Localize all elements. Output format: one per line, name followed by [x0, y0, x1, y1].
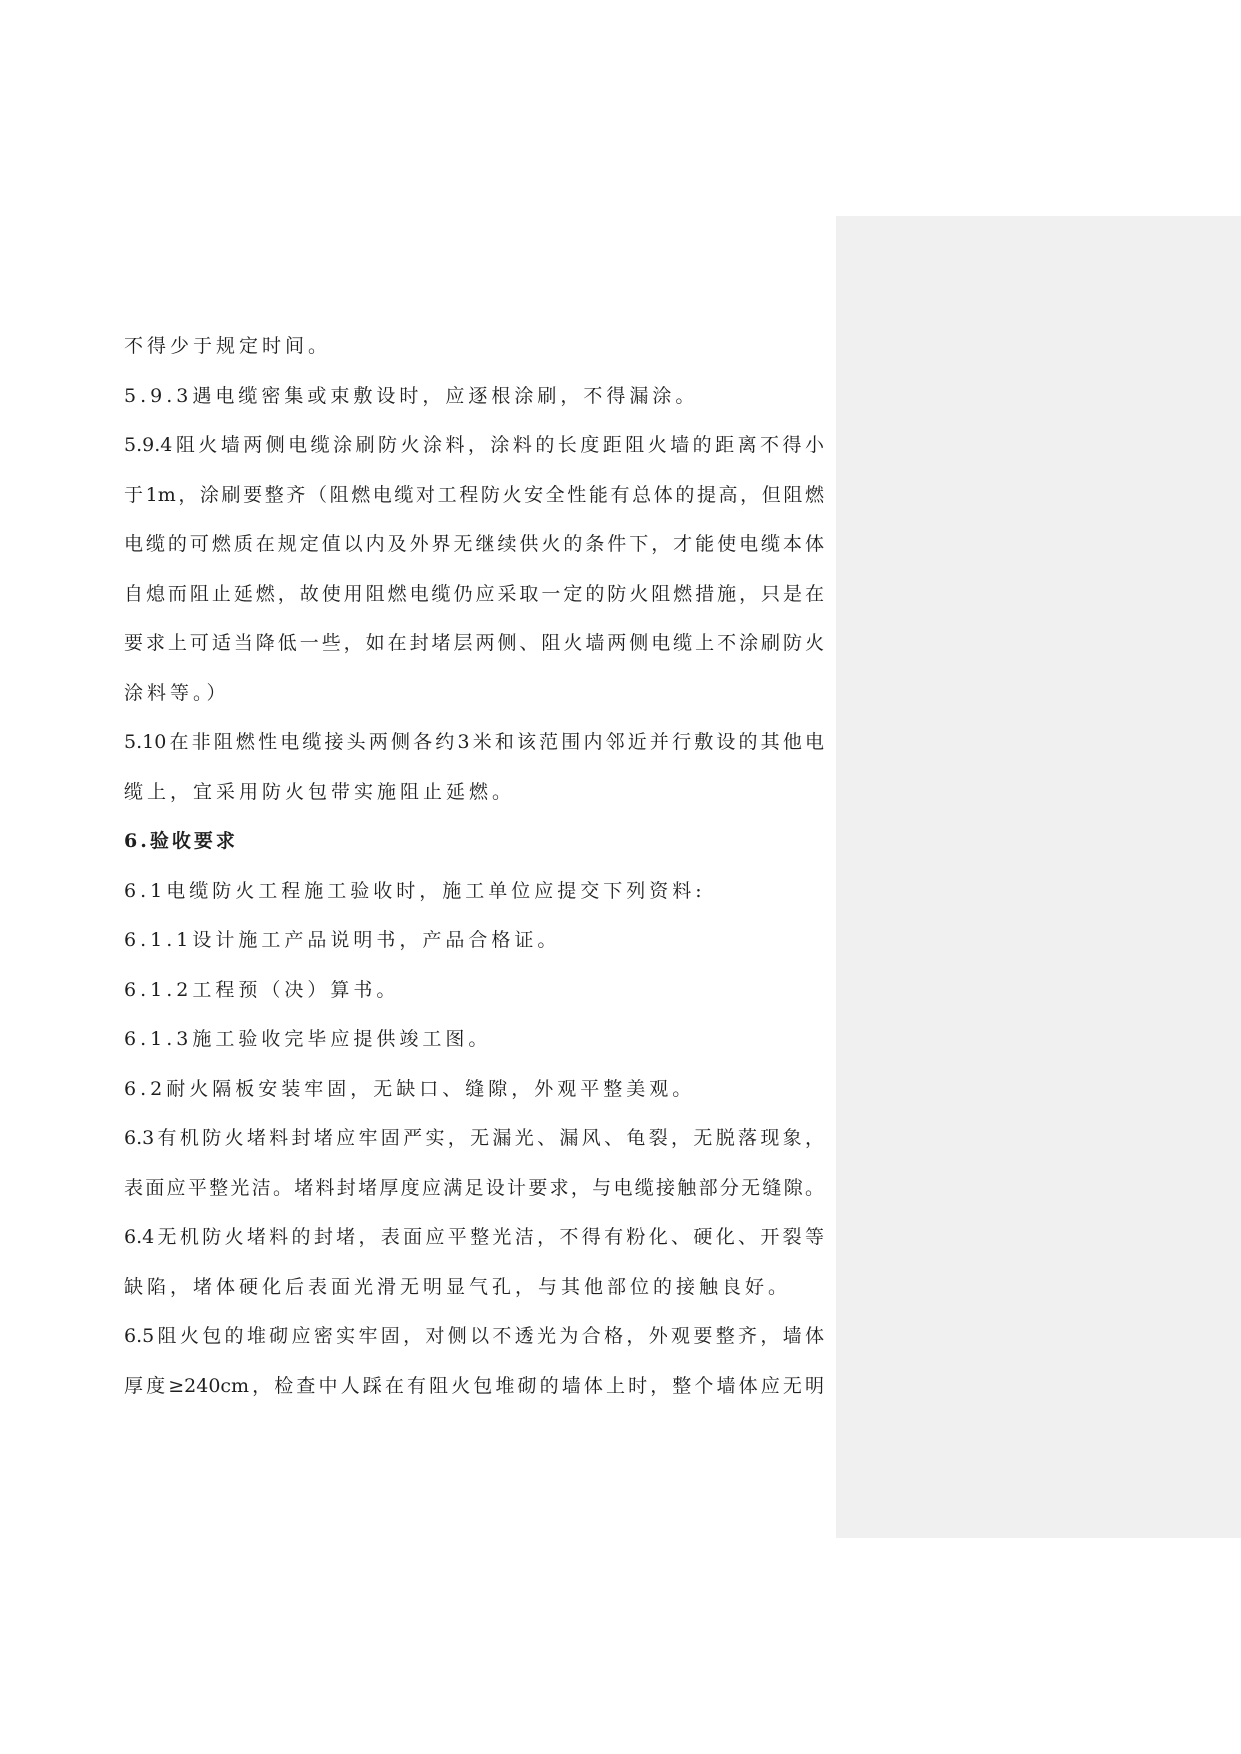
paragraph-line: 缺陷，堵体硬化后表面光滑无明显气孔，与其他部位的接触良好。 [124, 1275, 792, 1298]
paragraph-line: 6.1.2工程预（决）算书。 [124, 978, 400, 1001]
paragraph-line: 6.3有机防火堵料封堵应牢固严实，无漏光、漏风、龟裂，无脱落现象， [124, 1127, 824, 1149]
paragraph-line: 涂料等。） [124, 681, 230, 704]
paragraph-line: 6.1电缆防火工程施工验收时，施工单位应提交下列资料: [124, 879, 706, 902]
paragraph-line: 厚度≥240cm，检查中人踩在有阻火包堆砌的墙体上时，整个墙体应无明 [124, 1374, 824, 1397]
document-body [124, 334, 824, 1423]
paragraph-line: 6.5阻火包的堆砌应密实牢固，对侧以不透光为合格，外观要整齐，墙体 [124, 1325, 824, 1347]
paragraph-line: 6.1.3施工验收完毕应提供竣工图。 [124, 1028, 492, 1050]
paragraph-line: 5.9.3遇电缆密集或束敷设时，应逐根涂刷，不得漏涂。 [124, 384, 699, 407]
paragraph-line: 表面应平整光洁。堵料封堵厚度应满足设计要求，与电缆接触部分无缝隙。 [124, 1176, 824, 1199]
paragraph-line: 要求上可适当降低一些，如在封堵层两侧、阻火墙两侧电缆上不涂刷防火 [124, 632, 824, 654]
paragraph-line: 缆上，宜采用防火包带实施阻止延燃。 [124, 780, 516, 803]
paragraph-line: 6.4无机防火堵料的封堵，表面应平整光洁，不得有粉化、硬化、开裂等 [124, 1226, 824, 1248]
paragraph-line: 5.10在非阻燃性电缆接头两侧各约3米和该范围内邻近并行敷设的其他电 [124, 731, 824, 753]
paragraph-line: 于1m，涂刷要整齐（阻燃电缆对工程防火安全性能有总体的提高，但阻燃 [124, 483, 824, 506]
paragraph-line: 6.1.1设计施工产品说明书，产品合格证。 [124, 929, 561, 951]
paragraph-line: 不得少于规定时间。 [124, 335, 332, 357]
paragraph-line: 5.9.4阻火墙两侧电缆涂刷防火涂料，涂料的长度距阻火墙的距离不得小 [124, 434, 824, 456]
section-heading: 6.验收要求 [124, 830, 238, 852]
comment-margin-pane [836, 216, 1241, 1538]
paragraph-line: 自熄而阻止延燃，故使用阻燃电缆仍应采取一定的防火阻燃措施，只是在 [124, 582, 824, 605]
paragraph-line: 电缆的可燃质在规定值以内及外界无继续供火的条件下，才能使电缆本体 [124, 533, 824, 555]
paragraph-line: 6.2耐火隔板安装牢固，无缺口、缝隙，外观平整美观。 [124, 1077, 696, 1100]
